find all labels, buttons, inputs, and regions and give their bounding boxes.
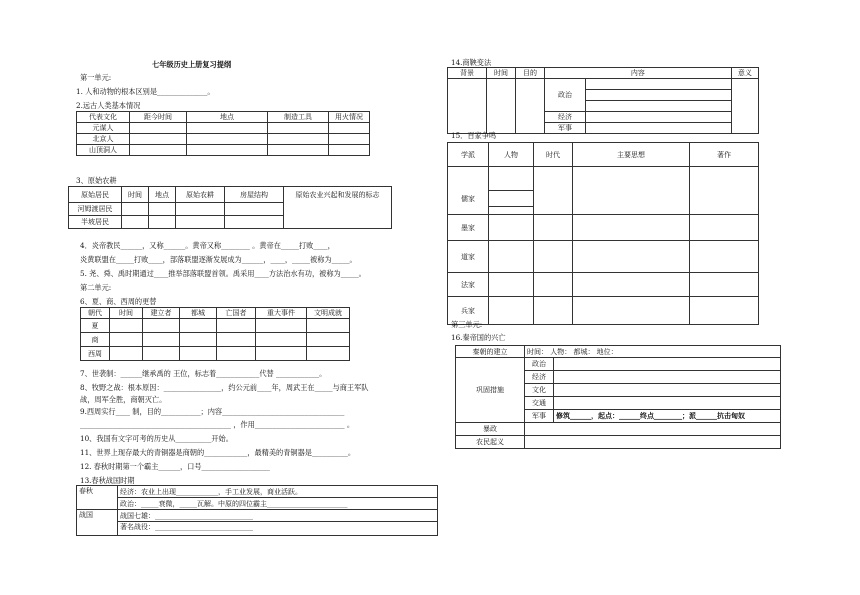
table-row [81,347,350,361]
table-row [81,319,350,333]
table-header: 时间 [487,68,516,79]
table-header: 朝代 [81,308,110,319]
table-row [77,134,370,145]
military-detail: 修筑______，起点：______终点________；派______抗击匈奴 [554,410,781,423]
table-header: 地点 [149,187,176,203]
table-header: 时间 [122,187,149,203]
table-header: 原始居民 [69,187,122,203]
row-label: 河姆渡居民 [69,203,122,216]
table-header: 时代 [534,143,573,167]
hundred-schools-table [447,142,759,325]
question-8-line-1: 8、牧野之战：根本原因：________________，约公元前____年，周武王在_____与商王军队 [80,383,369,392]
spring-autumn-warring-states-table [76,485,438,536]
founding-fields: 时间： 人物： 都城： 地位： [525,346,781,358]
table-header: 目的 [516,68,545,79]
question-7: 7、世袭制：______继承禹的 王位，标志着____________代替 ____________。 [80,369,327,378]
table-header: 重大事件 [256,308,307,319]
question-4-line-1: 4．炎帝教民______，又称______。黄帝又称________ 。黄帝在_____打败____， [80,241,335,250]
question-8-line-2: 战，周军全胜，商朝灭亡。 [80,395,167,404]
table-row [448,241,759,273]
question-9-line-2: __________________________________________ ，作用_________________________ 。 [80,420,355,429]
xia-shang-zhou-table [80,307,350,361]
table-header: 著作 [690,143,759,167]
table-header: 地点 [187,112,268,123]
table-row [448,215,759,241]
spring-economy: 经济：农业上出现____________，手工业发展，商业活跃。 [118,486,438,498]
table-row [77,145,370,156]
table-header: 内容 [545,68,732,79]
item-label: 政治 [545,79,586,112]
unit-1-heading: 第一单元: [80,73,112,82]
measure-label: 交通 [525,397,554,410]
table-header: 原始农业兴起和发展的标志 [284,187,392,229]
row-label: 农民起义 [456,436,525,449]
question-6: 6、夏、商、西周的更替 [80,297,157,306]
row-label: 西周 [81,347,110,361]
table-header: 背景 [448,68,487,79]
warring-seven-states: 战国七雄：____________________________ [118,510,438,522]
measure-label: 军事 [525,410,554,423]
row-label: 暴政 [456,423,525,436]
table-row [448,273,759,297]
question-2: 2.远古人类基本情况 [76,101,141,110]
table-header: 距今时间 [130,112,187,123]
table-header: 原始农耕 [176,187,225,203]
unit-2-heading: 第二单元: [80,283,112,292]
row-label: 夏 [81,319,110,333]
table-row [81,333,350,347]
question-5: 5. 尧、舜、禹时期通过____推举部落联盟首领。禹采用____方法治水有功，被称为_____。 [80,269,366,278]
row-label: 春秋 [77,486,118,510]
question-16: 16.秦帝国的兴亡 [451,333,506,342]
table-header: 用火情况 [329,112,370,123]
page-title: 七年级历史上册复习提纲 [152,60,232,69]
item-label: 经济 [545,112,586,123]
table-header: 建立者 [143,308,180,319]
measure-label: 文化 [525,384,554,397]
table-row [77,123,370,134]
row-label: 山顶洞人 [77,145,130,156]
row-label: 道家 [448,241,489,273]
qin-empire-table [455,345,781,449]
row-label: 法家 [448,273,489,297]
row-label: 半坡居民 [69,216,122,229]
row-label: 兵家 [448,297,489,325]
shang-yang-reform-table [447,67,759,134]
table-header: 时间 [110,308,143,319]
row-label: 商 [81,333,110,347]
table-header: 文明成就 [307,308,350,319]
question-15: 15．百家争鸣 [451,131,497,140]
row-label: 战国 [77,510,118,536]
table-header: 亡国者 [217,308,256,319]
table-header: 代表文化 [77,112,130,123]
row-label: 元谋人 [77,123,130,134]
table-row [448,167,759,215]
table-header: 都城 [180,308,217,319]
ancient-humans-table [76,111,370,156]
question-9-line-1: 9.西周实行____ 制，目的___________；内容__________________________________ [80,407,345,416]
table-header: 意义 [731,68,758,79]
row-label: 巩固措施 [456,358,525,423]
table-header: 学派 [448,143,489,167]
row-label: 墨家 [448,215,489,241]
question-1: 1. 人和动物的根本区别是______________。 [76,87,215,96]
question-10: 10、我国有文字可考的历史从__________开始。 [80,434,233,443]
warring-battles: 著名战役：____________________________ [118,522,438,536]
table-header: 人物 [489,143,534,167]
measure-label: 政治 [525,358,554,371]
question-12: 12. 春秋时期第一个霸主______，口号___________________ [80,462,270,471]
table-header: 房屋结构 [225,187,284,203]
primitive-farming-table [68,186,392,229]
question-4-line-2: 炎黄联盟在_____打败____，部落联盟逐渐发展成为______，____，_____被称为_____。 [80,255,357,264]
question-14: 14.商鞅变法 [451,58,492,67]
row-label: 北京人 [77,134,130,145]
table-header: 制造工具 [268,112,329,123]
unit-3-heading: 第三单元: [451,320,483,329]
table-row [448,297,759,325]
spring-politics: 政治：_____衰微，_____瓦解。中原的四位霸主_______________________ [118,498,438,510]
question-11: 11、世界上现存最大的青铜器是商朝的____________，最精美的青铜器是__________。 [80,448,356,457]
row-label: 秦朝的建立 [456,346,525,358]
row-label: 儒家 [448,167,489,215]
question-3: 3、原始农耕 [76,176,117,185]
item-label: 军事 [545,123,586,134]
question-13: 13.春秋战国时期 [80,476,135,485]
table-header: 主要思想 [573,143,690,167]
measure-label: 经济 [525,371,554,384]
